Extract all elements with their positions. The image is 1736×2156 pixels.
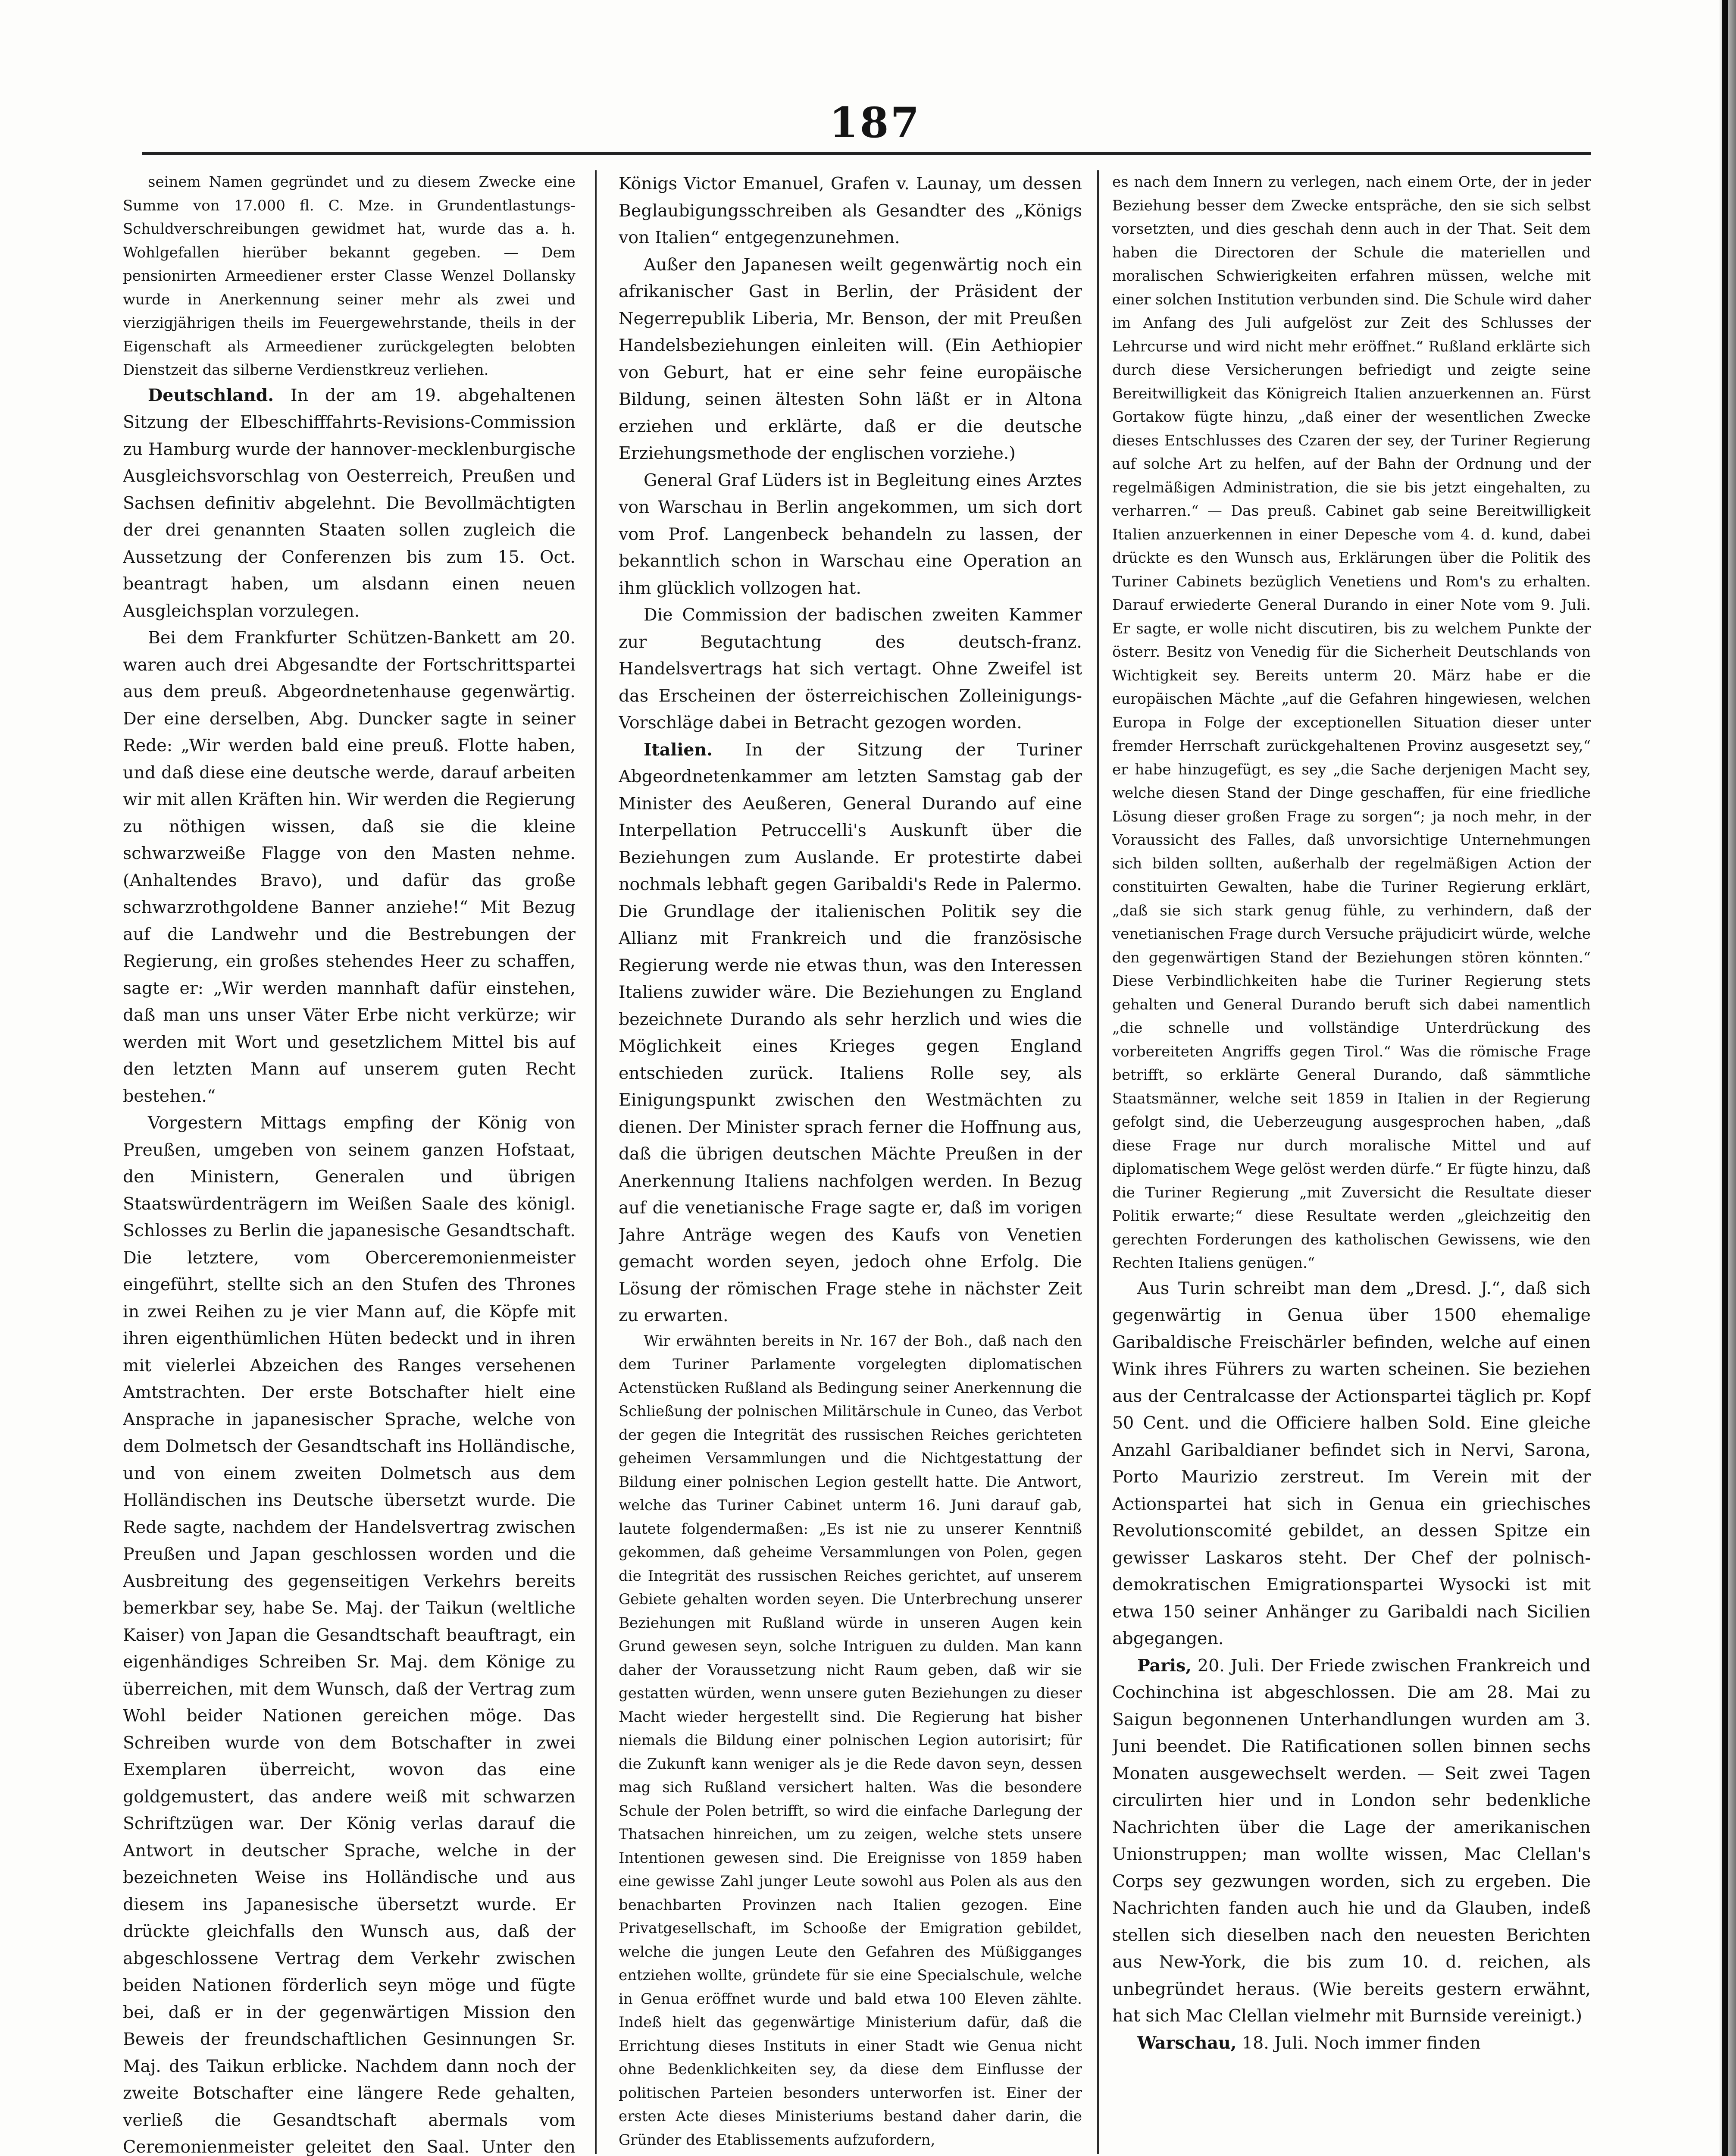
column-3: [1112, 170, 1591, 2156]
page-number: 187: [829, 98, 921, 147]
paragraph-text: Königs Victor Emanuel, Grafen v. Launay, um dessen Beglaubigungsschreiben als Gesandter des „Königs von Italien“ entgegenzunehmen.: [619, 174, 1082, 248]
header-rule: [142, 152, 1591, 155]
paragraph-text: In der am 19. abgehaltenen Sitzung der Elbeschifffahrts-Revisions-Commission zu Hamburg wurde der hannover-mecklenburgische Ausgleichsvorschlag von Oesterreich, Preußen und Sachsen definitiv abgelehnt. Die Bevollmächtigten der drei genannten Staaten sollen zugleich die Aussetzung der Conferenzen bis zum 15. Oct. beantragt haben, um alsdann einen neuen Ausgleichsplan vorzulegen.: [123, 385, 576, 621]
paragraph-text: Die Commission der badischen zweiten Kammer zur Begutachtung des deutsch-franz. Handelsvertrags hat sich vertagt. Ohne Zweifel ist das Erscheinen der österreichischen Zolleinigungs-Vorschläge dabei in Betracht gezogen worden.: [619, 605, 1082, 733]
article-paragraph: [619, 251, 1082, 467]
article-paragraph: [1112, 2030, 1591, 2057]
paragraph-text: In der Sitzung der Turiner Abgeordnetenkammer am letzten Samstag gab der Minister des Aeußeren, General Durando auf eine Interpellation Petruccelli's Auskunft über die Beziehungen zum Auslande. Er protestirte dabei nochmals lebhaft gegen Garibaldi's Rede in Palermo. Die Grundlage der italienischen Politik sey die Allianz mit Frankreich und die französische Regierung werde nie etwas thun, was den Interessen Italiens zuwider wäre. Die Beziehungen zu England bezeichnete Durando als sehr herzlich und wies die Möglichkeit eines Krieges gegen England entschieden zurück. Italiens Rolle sey, als Einigungspunkt zwischen den Westmächten zu dienen. Der Minister sprach ferner die Hoffnung aus, daß die übrigen deutschen Mächte Preußen in der Anerkennung Italiens nachfolgen werden. In Bezug auf die venetianische Frage sagte er, daß im vorigen Jahre Anträge wegen des Kaufs von Venetien gemacht worden seyen, jedoch ohne Erfolg. Die Lösung der römischen Frage stehe in nächster Zeit zu erwarten.: [619, 740, 1082, 1326]
paragraph-text: 18. Juli. Noch immer finden: [1242, 2033, 1481, 2053]
article-paragraph: [123, 624, 576, 1109]
article-paragraph: [619, 170, 1082, 251]
column-divider-2: [1097, 170, 1099, 2154]
column-2: [619, 170, 1082, 2156]
column-1: [123, 170, 576, 2156]
section-heading: Italien.: [644, 740, 713, 760]
article-paragraph: [123, 170, 576, 382]
article-paragraph: [619, 736, 1082, 1329]
paragraph-text: General Graf Lüders ist in Begleitung eines Arztes von Warschau in Berlin angekommen, um sich dort vom Prof. Langenbeck behandeln zu lassen, der bekanntlich schon in Warschau eine Operation an ihm glücklich vollzogen hat.: [619, 470, 1082, 598]
column-divider-1: [595, 170, 597, 2154]
article-paragraph: [619, 467, 1082, 602]
article-paragraph: [1112, 170, 1591, 1275]
article-paragraph: [123, 382, 576, 625]
paragraph-text: Vorgestern Mittags empfing der König von Preußen, umgeben von seinem ganzen Hofstaat, den Ministern, Generalen und übrigen Staatswürdenträgern im Weißen Saale des königl. Schlosses zu Berlin die japanesische Gesandtschaft. Die letztere, vom Oberceremonienmeister eingeführt, stellte sich an den Stufen des Thrones in zwei Reihen zu je vier Mann auf, die Köpfe mit ihren eigenthümlichen Hüten bedeckt und in ihren mit vielerlei Abzeichen des Ranges versehenen Amtstrachten. Der erste Botschafter hielt eine Ansprache in japanesischer Sprache, welche von dem Dolmetsch der Gesandtschaft ins Holländische, und von einem zweiten Dolmetsch aus dem Holländischen ins Deutsche übersetzt wurde. Die Rede sagte, nachdem der Handelsvertrag zwischen Preußen und Japan geschlossen worden und die Ausbreitung des gegenseitigen Verkehrs bereits bemerkbar sey, habe Se. Maj. der Taikun (weltliche Kaiser) von Japan die Gesandtschaft beauftragt, ein eigenhändiges Schreiben Sr. Maj. dem Könige zu überreichen, mit dem Wunsch, daß der Vertrag zum Wohl beider Nationen gereichen möge. Das Schreiben wurde von dem Botschafter in zwei Exemplaren überreicht, wovon das eine goldgemustert, das andere weiß mit schwarzen Schriftzügen war. Der König verlas darauf die Antwort in deutscher Sprache, welche in der bezeichneten Weise ins Holländische und aus diesem ins Japanesische übersetzt wurde. Er drückte gleichfalls den Wunsch aus, daß der abgeschlossene Vertrag dem Verkehr zwischen beiden Nationen förderlich seyn möge und fügte bei, daß er in der gegenwärtigen Mission den Beweis der freundschaftlichen Gesinnungen Sr. Maj. des Taikun erblicke. Nachdem dann noch der zweite Botschafter eine längere Rede gehalten, verließ die Gesandtschaft abermals vom Ceremonienmeister geleitet den Saal. Unter den: [123, 1113, 576, 2156]
page-shadow: [1719, 0, 1736, 2156]
article-paragraph: [619, 602, 1082, 736]
paragraph-text: Wir erwähnten bereits in Nr. 167 der Boh., daß nach den dem Turiner Parlamente vorgelegten diplomatischen Actenstücken Rußland als Bedingung seiner Anerkennung die Schließung der polnischen Militärschule in Cuneo, das Verbot der gegen die Integrität des russischen Reiches gerichteten geheimen Versammlungen und die Nichtgestattung der Bildung einer polnischen Legion gestellt hatte. Die Antwort, welche das Turiner Cabinet unterm 16. Juni darauf gab, lautete folgendermaßen: „Es ist nie zu unserer Kenntniß gekommen, daß geheime Versammlungen von Polen, gegen die Integrität des russischen Reiches gerichtet, auf unserem Gebiete gehalten worden seyen. Die Unterbrechung unserer Beziehungen mit Rußland würde in unseren Augen kein Grund gewesen seyn, solche Intriguen zu dulden. Man kann daher der Voraussetzung nicht Raum geben, daß wir sie gestatten würden, wenn unsere guten Beziehungen zu dieser Macht wieder hergestellt sind. Die Regierung hat bisher niemals die Bildung einer polnischen Legion autorisirt; für die Zukunft kann weniger als je die Rede davon seyn, dessen mag sich Rußland versichert halten. Was die besondere Schule der Polen betrifft, so wird die einfache Darlegung der Thatsachen hinreichen, um zu zeigen, welche stets unsere Intentionen gewesen sind. Die Ereignisse von 1859 haben eine gewisse Zahl junger Leute sowohl aus Polen als aus den benachbarten Provinzen nach Italien gezogen. Eine Privatgesellschaft, im Schooße der Emigration gebildet, welche die jungen Leute den Gefahren des Müßigganges entziehen wollte, gründete für sie eine Specialschule, welche in Genua eröffnet wurde und bald etwa 100 Eleven zählte. Indeß hielt das gegenwärtige Ministerium dafür, daß die Errichtung dieses Instituts in einer Stadt wie Genua nicht ohne Bedenklichkeiten sey, da diese dem Einflusse der politischen Parteien besonders unterworfen ist. Einer der ersten Acte dieses Ministeriums bestand daher darin, die Gründer des Etablissements aufzufordern,: [619, 1332, 1082, 2149]
paragraph-text: Aus Turin schreibt man dem „Dresd. J.“, daß sich gegenwärtig in Genua über 1500 ehemalige Garibaldische Freischärler befinden, welche auf einen Wink ihres Führers zu warten scheinen. Sie beziehen aus der Centralcasse der Actionspartei täglich pr. Kopf 50 Cent. und die Officiere halben Sold. Eine gleiche Anzahl Garibaldianer befindet sich in Nervi, Sarona, Porto Maurizio zerstreut. Im Verein mit der Actionspartei hat sich in Genua ein griechisches Revolutionscomité gebildet, an dessen Spitze ein gewisser Laskaros steht. Der Chef der polnisch-demokratischen Emigrationspartei Wysocki ist mit etwa 150 seiner Anhänger zu Garibaldi nach Sicilien abgegangen.: [1112, 1278, 1591, 1648]
article-paragraph: [1112, 1652, 1591, 2030]
paragraph-text: seinem Namen gegründet und zu diesem Zwecke eine Summe von 17.000 fl. C. Mze. in Grundentlastungs-Schuldverschreibungen gewidmet hat, wurde das a. h. Wohlgefallen hierüber bekannt gegeben. — Dem pensionirten Armeediener erster Classe Wenzel Dollansky wurde in Anerkennung seiner mehr als zwei und vierzigjährigen theils im Feuergewehrstande, theils in der Eigenschaft als Armeediener zurückgelegten belobten Dienstzeit das silberne Verdienstkreuz verliehen.: [123, 173, 576, 379]
article-paragraph: [123, 1109, 576, 2156]
section-heading: Warschau,: [1137, 2033, 1237, 2053]
section-heading: Deutschland.: [148, 385, 274, 405]
paragraph-text: 20. Juli. Der Friede zwischen Frankreich und Cochinchina ist abgeschlossen. Die am 28. Mai zu Saigun begonnenen Unterhandlungen wurden am 3. Juni beendet. Die Ratificationen sollen binnen sechs Monaten ausgewechselt werden. — Seit zwei Tagen circulirten hier und in London sehr bedenkliche Nachrichten über die Lage der amerikanischen Unionstruppen; man wollte wissen, Mac Clellan's Corps sey gezwungen worden, sich zu ergeben. Die Nachrichten fanden auch hie und da Glauben, indeß stellen sich dieselben nach den neuesten Berichten aus New-York, die bis zum 10. d. reichen, als unbegründet heraus. (Wie bereits gestern erwähnt, hat sich Mac Clellan vielmehr mit Burnside vereinigt.): [1112, 1655, 1591, 2026]
paragraph-text: Außer den Japanesen weilt gegenwärtig noch ein afrikanischer Gast in Berlin, der Präsident der Negerrepublik Liberia, Mr. Benson, der mit Preußen Handelsbeziehungen einleiten will. (Ein Aethiopier von Geburt, hat er eine sehr feine europäische Bildung, seinen ältesten Sohn läßt er in Altona erziehen und erklärte, daß er die deutsche Erziehungsmethode der englischen vorziehe.): [619, 254, 1082, 463]
paragraph-text: Bei dem Frankfurter Schützen-Bankett am 20. waren auch drei Abgesandte der Fortschrittspartei aus dem preuß. Abgeordnetenhause gegenwärtig. Der eine derselben, Abg. Duncker sagte in seiner Rede: „Wir werden bald eine preuß. Flotte haben, und daß diese eine deutsche werde, darauf arbeiten wir mit allen Kräften hin. Wir werden die Regierung zu nöthigen wissen, daß sie die kleine schwarzweiße Flagge von den Masten nehme. (Anhaltendes Bravo), und dafür das große schwarzrothgoldene Banner anziehe!“ Mit Bezug auf die Landwehr und die Bestrebungen der Regierung, ein großes stehendes Heer zu schaffen, sagte er: „Wir werden mannhaft dafür einstehen, daß man uns unser Väter Erbe nicht verkürze; wir werden mit Wort und gesetzlichem Mittel bis auf den letzten Mann auf unserem guten Recht bestehen.“: [123, 628, 576, 1106]
paragraph-text: es nach dem Innern zu verlegen, nach einem Orte, der in jeder Beziehung besser dem Zwecke entspräche, den sie sich selbst vorsetzten, und dies geschah denn auch in der That. Seit dem haben die Directoren der Schule die materiellen und moralischen Schwierigkeiten erfahren müssen, welche mit einer solchen Institution verbunden sind. Die Schule wird daher im Anfang des Juli aufgelöst zur Zeit des Schlusses der Lehrcurse und wird nicht mehr eröffnet.“ Rußland erklärte sich durch diese Versicherungen befriedigt und zeigte seine Bereitwilligkeit das Königreich Italien anzuerkennen an. Fürst Gortakow fügte hinzu, „daß einer der wesentlichen Zwecke dieses Entschlusses des Czaren der sey, der Turiner Regierung auf solche Art zu helfen, auf der Bahn der Ordnung und der regelmäßigen Administration, die sie bis jetzt eingehalten, zu verharren.“ — Das preuß. Cabinet gab seine Bereitwilligkeit Italien anzuerkennen in einer Depesche vom 4. d. kund, dabei drückte es den Wunsch aus, Erklärungen über die Politik des Turiner Cabinets bezüglich Venetiens und Rom's zu erhalten. Darauf erwiederte General Durando in einer Note vom 9. Juli. Er sagte, er wolle nicht discutiren, bis zu welchem Punkte der österr. Besitz von Venedig für die Sicherheit Deutschlands von Wichtigkeit sey. Bereits unterm 20. März habe er die europäischen Mächte „auf die Gefahren hingewiesen, welchen Europa in Folge der exceptionellen Situation dieser unter fremder Herrschaft zurückgehaltenen Provinz ausgesetzt sey,“ er habe hinzugefügt, es sey „die Sache derjenigen Macht sey, welche diesen Stand der Dinge geschaffen, für eine friedliche Lösung dieser großen Frage zu sorgen“; ja noch mehr, in der Voraussicht des Falles, daß unvorsichtige Unternehmungen sich bilden sollten, außerhalb der regelmäßigen Action der constituirten Gewalten, habe die Turiner Regierung erklärt, „daß sie sich stark genug fühle, zu verhindern, daß der venetianischen Frage durch Versuche präjudicirt würde, welche den gegenwärtigen Stand der Beziehungen stören könnten.“ Diese Verbindlichkeiten habe die Turiner Regierung stets gehalten und General Durando beruft sich dabei namentlich „die schnelle und vollständige Unterdrückung des vorbereiteten Angriffs gegen Tirol.“ Was die römische Frage betrifft, so erklärte General Durando, daß sämmtliche Staatsmänner, welche seit 1859 in Italien in der Regierung gefolgt sind, die Ueberzeugung ausgesprochen haben, „daß diese Frage nur durch moralische Mittel und auf diplomatischem Wege gelöst werden dürfe.“ Er fügte hinzu, daß die Turiner Regierung „mit Zuversicht die Resultate dieser Politik erwarte;“ diese Resultate werden „gleichzeitig den gerechten Forderungen des katholischen Gewissens, wie den Rechten Italiens genügen.“: [1112, 173, 1591, 1272]
article-paragraph: [1112, 1275, 1591, 1652]
article-paragraph: [619, 1329, 1082, 2152]
section-heading: Paris,: [1137, 1655, 1192, 1676]
